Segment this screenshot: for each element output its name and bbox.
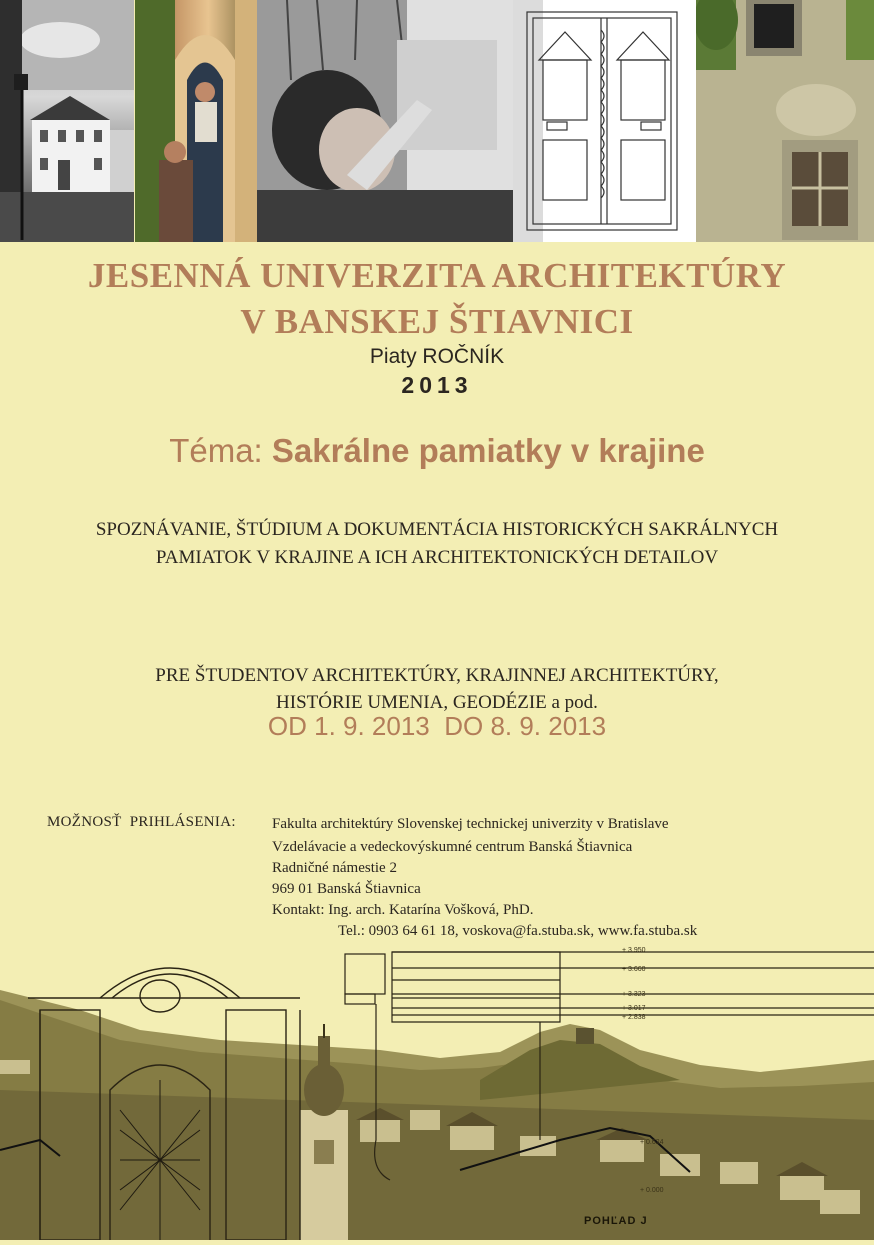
description-line: PAMIATOK V KRAJINE A ICH ARCHITEKTONICKÝCH DETAILOV: [155, 547, 719, 568]
registration-label: MOŽNOSŤ PRIHLÁSENIA:: [47, 814, 236, 830]
registration-details: [272, 814, 697, 942]
theme-heading: [0, 432, 874, 470]
audience-block: [0, 662, 874, 716]
level-label: + 3.323: [622, 991, 646, 998]
old-window-wall-photo: [696, 0, 874, 242]
view-label: POHĽAD J: [584, 1215, 648, 1227]
description-block: [0, 516, 874, 572]
audience-line: PRE ŠTUDENTOV ARCHITEKTÚRY, KRAJINNEJ ARCHITEKTÚRY,: [155, 665, 719, 686]
door-sketch-drawing: [513, 0, 696, 242]
year-label: 2013: [401, 372, 473, 398]
doorway-worker-photo: [135, 0, 257, 242]
header-photo-strip: [0, 0, 874, 242]
faculty-name: Fakulta architektúry Slovenskej technickej univerzity v Bratislave: [272, 816, 669, 832]
main-title-line1: JESENNÁ UNIVERZITA ARCHITEKTÚRY: [87, 256, 787, 295]
student-drawing-photo: [257, 0, 513, 242]
contact-details: Tel.: 0903 64 61 18, voskova@fa.stuba.sk, www.fa.stuba.sk: [338, 923, 698, 939]
edition-label: Piaty ROČNÍK: [369, 345, 505, 368]
level-label: + 3.950: [622, 947, 646, 954]
theme-title: Sakrálne pamiatky v krajine: [271, 432, 705, 469]
center-name: Vzdelávacie a vedeckovýskumné centrum Banská Štiavnica: [272, 839, 633, 855]
city-address: 969 01 Banská Štiavnica: [272, 881, 421, 897]
theme-label: Téma:: [169, 432, 272, 469]
level-label: + 3.017: [622, 1005, 646, 1012]
contact-person: Kontakt: Ing. arch. Katarína Vošková, PhD.: [272, 902, 534, 918]
event-dates: OD 1. 9. 2013 DO 8. 9. 2013: [267, 711, 607, 741]
elevation-label: + 0.000: [640, 1187, 664, 1194]
street-address: Radničné námestie 2: [272, 860, 397, 876]
level-label: + 2.838: [622, 1014, 646, 1021]
town-landscape-collage: [0, 940, 874, 1240]
level-label: + 3.660: [622, 966, 646, 973]
town-houses-photo: [0, 0, 134, 242]
main-title-line2: V BANSKEJ ŠTIAVNICI: [240, 302, 634, 341]
audience-line: HISTÓRIE UMENIA, GEODÉZIE a pod.: [276, 692, 598, 713]
elevation-label: + 0.624: [640, 1139, 664, 1146]
description-line: SPOZNÁVANIE, ŠTÚDIUM A DOKUMENTÁCIA HISTORICKÝCH SAKRÁLNYCH: [95, 519, 779, 540]
